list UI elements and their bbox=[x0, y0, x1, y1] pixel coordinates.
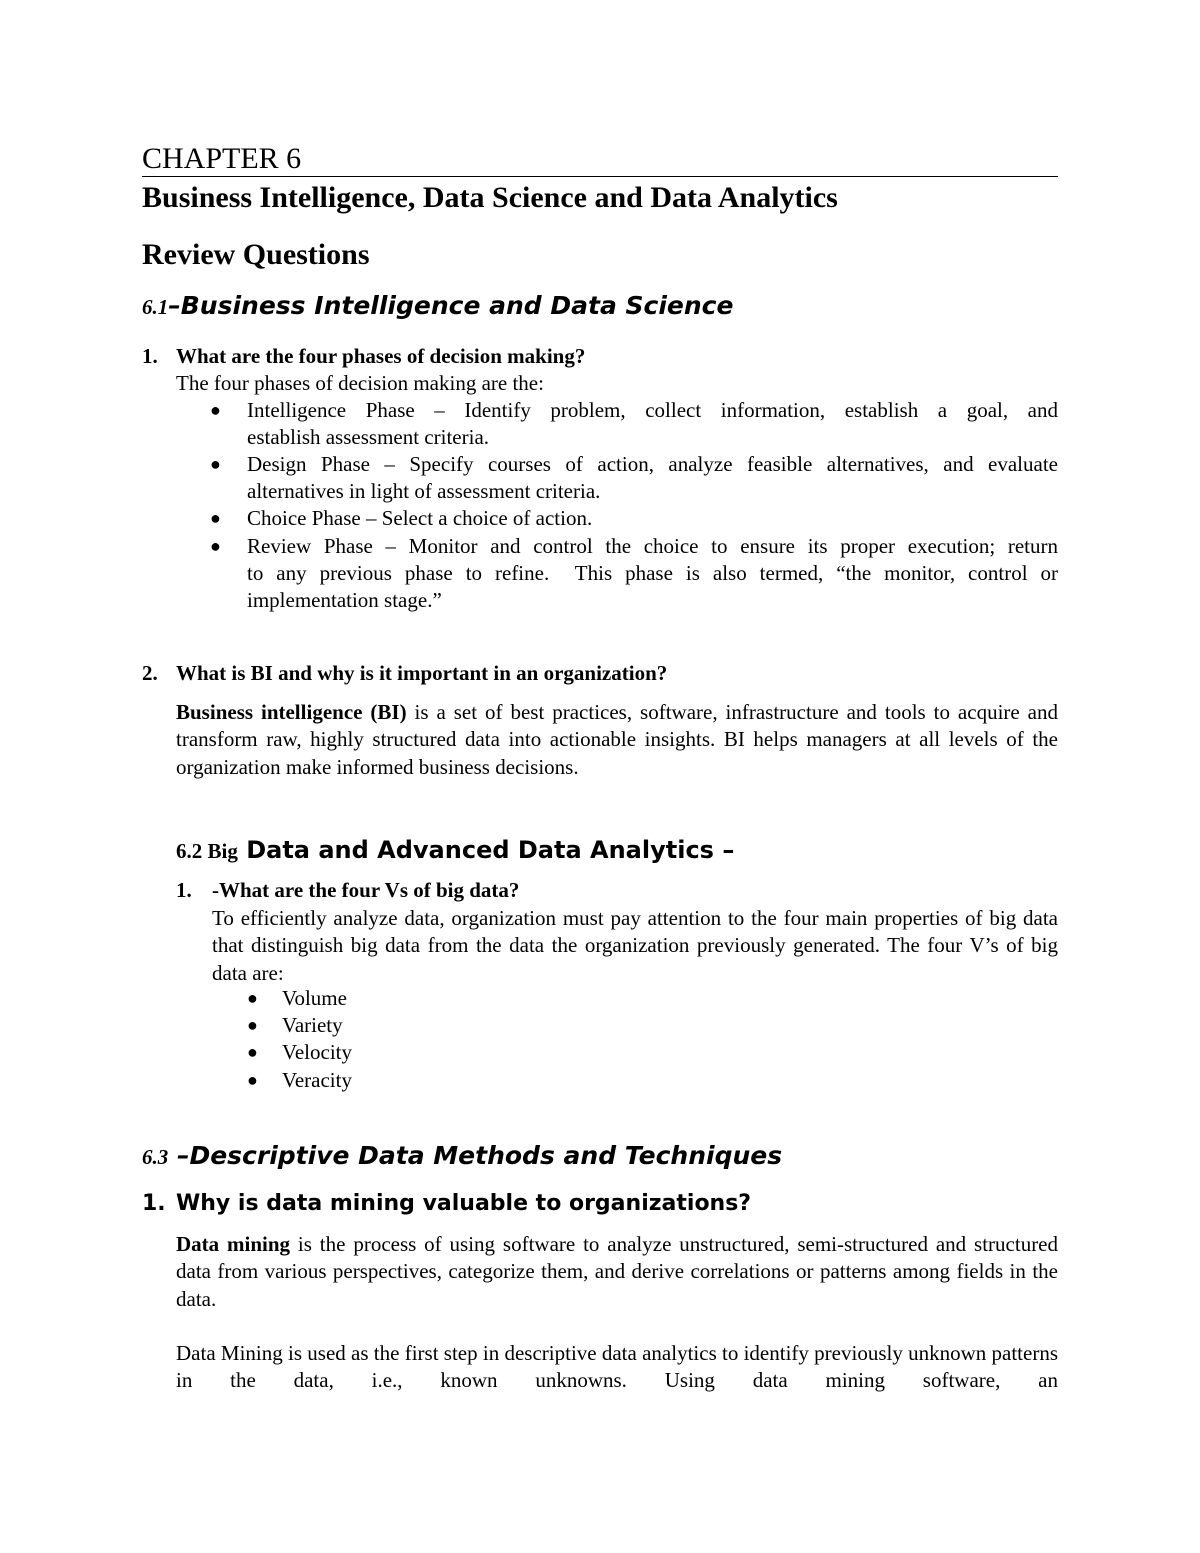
bullet-dot: ● bbox=[210, 508, 221, 528]
list-item-line: Choice Phase – Select a choice of action. bbox=[247, 506, 593, 530]
list-item: Variety bbox=[282, 1013, 343, 1037]
list-item-line: to any previous phase to refine. This phase is also termed, “the monitor, control or bbox=[247, 561, 1058, 585]
heading-rule bbox=[142, 176, 1058, 177]
section-title: Descriptive Data Methods and Techniques bbox=[189, 1141, 783, 1170]
list-item: Velocity bbox=[282, 1040, 352, 1064]
question-text: Why is data mining valuable to organizations? bbox=[176, 1191, 752, 1216]
bullet-dot: ● bbox=[247, 988, 258, 1008]
section-number: 6.3 bbox=[142, 1145, 169, 1169]
question-number: 1. bbox=[142, 1191, 166, 1216]
chapter-title: Business Intelligence, Data Science and Data Analytics bbox=[142, 181, 838, 214]
section-title: Business Intelligence and Data Science bbox=[180, 291, 734, 320]
bullet-dot: ● bbox=[247, 1015, 258, 1035]
list-item-line: establish assessment criteria. bbox=[247, 425, 490, 449]
answer-text: is the process of using software to analyze unstructured, semi-structured and structured data from various perspectives, categorize them, and derive correlations or patterns among fields in the data. bbox=[176, 1232, 1059, 1311]
answer-paragraph bbox=[176, 1231, 1058, 1313]
list-item-line: alternatives in light of assessment criteria. bbox=[247, 479, 601, 503]
review-questions-heading: Review Questions bbox=[142, 238, 370, 271]
section-6-3-heading bbox=[142, 1141, 782, 1172]
bullet-dot: ● bbox=[247, 1042, 258, 1062]
chapter-label: CHAPTER 6 bbox=[142, 142, 302, 175]
bullet-dot: ● bbox=[210, 454, 221, 474]
section-6-1-heading bbox=[142, 291, 733, 322]
bold-term: Data mining bbox=[176, 1232, 291, 1256]
section-dash: – bbox=[168, 291, 181, 320]
list-item-line: Intelligence Phase – Identify problem, collect information, establish a goal, and bbox=[247, 398, 1058, 422]
section-title: Data and Advanced Data Analytics – bbox=[246, 836, 735, 864]
question-number: 2. bbox=[142, 661, 158, 685]
bold-term: Business intelligence (BI) bbox=[176, 700, 407, 724]
list-item-line: Review Phase – Monitor and control the choice to ensure its proper execution; return bbox=[247, 534, 1058, 558]
question-text: What are the four phases of decision making? bbox=[176, 344, 586, 368]
section-dash: – bbox=[176, 1141, 190, 1170]
bullet-dot: ● bbox=[210, 400, 221, 420]
list-item: Volume bbox=[282, 986, 347, 1010]
bullet-dot: ● bbox=[247, 1070, 258, 1090]
section-6-2-heading bbox=[176, 835, 734, 866]
answer-paragraph-2: Data Mining is used as the first step in descriptive data analytics to identify previously unknown patterns in the data, i.e., known unknowns. Using data mining software, an bbox=[176, 1341, 1058, 1393]
section-number: 6.1 bbox=[142, 295, 169, 319]
list-item-line: implementation stage.” bbox=[247, 588, 442, 612]
question-text: What is BI and why is it important in an organization? bbox=[176, 661, 668, 685]
question-number: 1. bbox=[142, 344, 158, 368]
question-number: 1. bbox=[176, 878, 192, 902]
question-text: -What are the four Vs of big data? bbox=[212, 878, 520, 902]
answer-intro: The four phases of decision making are the: bbox=[176, 371, 544, 395]
answer-paragraph bbox=[176, 699, 1058, 781]
bullet-dot: ● bbox=[210, 536, 221, 556]
answer-text: is a set of best practices, software, infrastructure and tools to acquire and transform raw, highly structured data into actionable insights. BI helps managers at all levels of the organization make informed business decisions. bbox=[176, 700, 1058, 779]
list-item-line: Design Phase – Specify courses of action, analyze feasible alternatives, and evaluate bbox=[247, 452, 1058, 476]
section-number: 6.2 Big bbox=[176, 839, 238, 863]
list-item: Veracity bbox=[282, 1068, 352, 1092]
answer-paragraph: To efficiently analyze data, organization must pay attention to the four main properties of big data that distinguish big data from the data the organization previously generated. The four V’s of big data are: bbox=[212, 906, 1058, 985]
